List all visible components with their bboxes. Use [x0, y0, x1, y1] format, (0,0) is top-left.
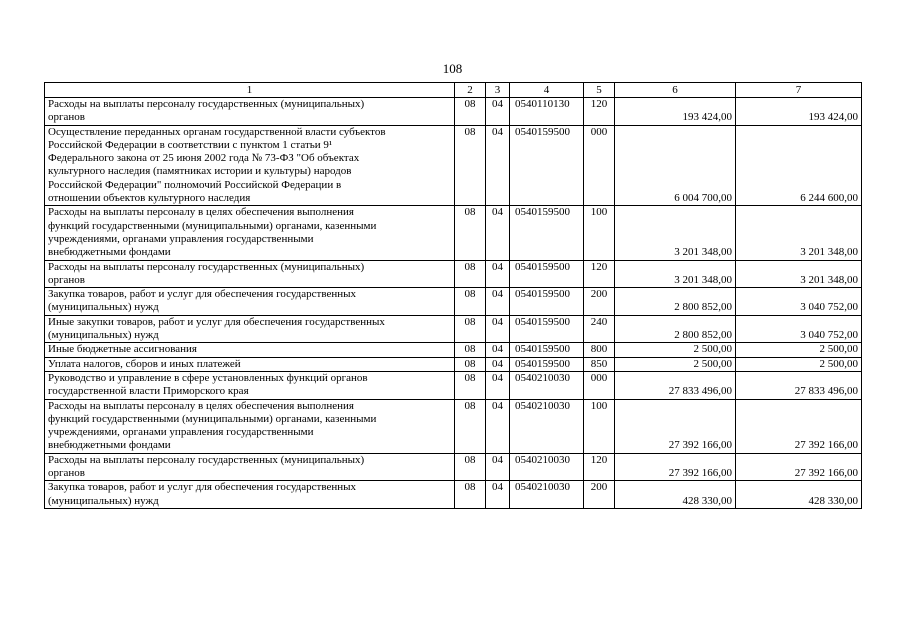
section-cell: 08: [455, 481, 486, 509]
table-row: [45, 206, 862, 260]
row-name-cell: [45, 399, 455, 453]
row-name-cell: [45, 343, 455, 357]
amount-year2-cell: 6 244 600,00: [736, 125, 862, 206]
table-row: [45, 98, 862, 126]
target-article-cell: 0540159500: [510, 315, 584, 343]
row-name-line: органов: [48, 467, 85, 480]
column-header-expense-type: 5: [584, 83, 615, 98]
row-name-line: органов: [48, 111, 85, 124]
expense-type-cell: 000: [584, 371, 615, 399]
amount-year1-cell: 6 004 700,00: [615, 125, 736, 206]
row-name-line: (муниципальных) нужд: [48, 301, 159, 314]
section-cell: 08: [455, 206, 486, 260]
row-name-cell: [45, 481, 455, 509]
column-header-subsection: 3: [486, 83, 510, 98]
amount-year2-cell: 3 201 348,00: [736, 260, 862, 288]
amount-year1-cell: 2 500,00: [615, 357, 736, 371]
section-cell: 08: [455, 260, 486, 288]
column-header-amount-year1: 6: [615, 83, 736, 98]
amount-year2-cell: 3 040 752,00: [736, 288, 862, 316]
expense-type-cell: 000: [584, 125, 615, 206]
section-cell: 08: [455, 288, 486, 316]
table-row: [45, 453, 862, 481]
row-name-line: Расходы на выплаты персоналу государственных (муниципальных): [48, 453, 365, 466]
section-cell: 08: [455, 399, 486, 453]
row-name-line: функций государственными (муниципальными) органами, казенными: [48, 412, 377, 425]
row-name-line: Расходы на выплаты персоналу государственных (муниципальных): [48, 260, 365, 273]
subsection-cell: 04: [486, 125, 510, 206]
column-header-section: 2: [455, 83, 486, 98]
subsection-cell: 04: [486, 288, 510, 316]
row-name-cell: [45, 453, 455, 481]
row-name-line: Расходы на выплаты персоналу в целях обеспечения выполнения: [48, 206, 354, 219]
target-article-cell: 0540159500: [510, 343, 584, 357]
target-article-cell: 0540210030: [510, 481, 584, 509]
amount-year1-cell: 193 424,00: [615, 98, 736, 126]
table-header-row: [45, 83, 862, 98]
section-cell: 08: [455, 371, 486, 399]
amount-year2-cell: 27 833 496,00: [736, 371, 862, 399]
row-name-line: Руководство и управление в сфере установленных функций органов: [48, 371, 368, 384]
target-article-cell: 0540210030: [510, 371, 584, 399]
expense-type-cell: 200: [584, 288, 615, 316]
table-body: [45, 98, 862, 509]
amount-year1-cell: 2 800 852,00: [615, 315, 736, 343]
target-article-cell: 0540210030: [510, 399, 584, 453]
row-name-cell: [45, 125, 455, 206]
row-name-line: Закупка товаров, работ и услуг для обеспечения государственных: [48, 288, 357, 301]
table-row: [45, 125, 862, 206]
expense-type-cell: 120: [584, 453, 615, 481]
row-name-line: Иные закупки товаров, работ и услуг для обеспечения государственных: [48, 315, 385, 328]
amount-year1-cell: 27 392 166,00: [615, 399, 736, 453]
row-name-cell: [45, 98, 455, 126]
subsection-cell: 04: [486, 453, 510, 481]
amount-year2-cell: 428 330,00: [736, 481, 862, 509]
row-name-line: учреждениями, органами управления государственными: [48, 232, 314, 245]
row-name-line: культурного наследия (памятниках истории и культуры) народов: [48, 165, 352, 178]
subsection-cell: 04: [486, 315, 510, 343]
amount-year1-cell: 2 800 852,00: [615, 288, 736, 316]
row-name-cell: [45, 315, 455, 343]
section-cell: 08: [455, 343, 486, 357]
table-row: [45, 260, 862, 288]
row-name-line: Расходы на выплаты персоналу в целях обеспечения выполнения: [48, 399, 354, 412]
column-header-amount-year2: 7: [736, 83, 862, 98]
expense-type-cell: 100: [584, 206, 615, 260]
page-number: 108: [442, 61, 463, 76]
target-article-cell: 0540159500: [510, 260, 584, 288]
row-name-line: органов: [48, 273, 85, 286]
expense-type-cell: 850: [584, 357, 615, 371]
row-name-line: государственной власти Приморского края: [48, 385, 249, 398]
target-article-cell: 0540210030: [510, 453, 584, 481]
amount-year1-cell: 3 201 348,00: [615, 206, 736, 260]
amount-year1-cell: 428 330,00: [615, 481, 736, 509]
row-name-line: функций государственными (муниципальными) органами, казенными: [48, 219, 377, 232]
target-article-cell: 0540110130: [510, 98, 584, 126]
row-name-cell: [45, 288, 455, 316]
row-name-cell: [45, 371, 455, 399]
amount-year1-cell: 2 500,00: [615, 343, 736, 357]
row-name-line: (муниципальных) нужд: [48, 494, 159, 507]
section-cell: 08: [455, 453, 486, 481]
subsection-cell: 04: [486, 481, 510, 509]
row-name-line: Российской Федерации" полномочий Российской Федерации в: [48, 178, 342, 191]
target-article-cell: 0540159500: [510, 288, 584, 316]
amount-year1-cell: 27 833 496,00: [615, 371, 736, 399]
amount-year2-cell: 2 500,00: [736, 357, 862, 371]
row-name-cell: [45, 206, 455, 260]
table-row: [45, 315, 862, 343]
expense-type-cell: 240: [584, 315, 615, 343]
table-row: [45, 399, 862, 453]
expense-type-cell: 200: [584, 481, 615, 509]
subsection-cell: 04: [486, 98, 510, 126]
amount-year2-cell: 193 424,00: [736, 98, 862, 126]
expense-type-cell: 120: [584, 260, 615, 288]
target-article-cell: 0540159500: [510, 357, 584, 371]
amount-year2-cell: 27 392 166,00: [736, 453, 862, 481]
row-name-line: внебюджетными фондами: [48, 246, 171, 259]
subsection-cell: 04: [486, 371, 510, 399]
row-name-line: Расходы на выплаты персоналу государственных (муниципальных): [48, 98, 365, 110]
row-name-line: (муниципальных) нужд: [48, 329, 159, 342]
column-header-target-article: 4: [510, 83, 584, 98]
amount-year1-cell: 3 201 348,00: [615, 260, 736, 288]
amount-year2-cell: 2 500,00: [736, 343, 862, 357]
table-row: [45, 343, 862, 357]
column-header-name: 1: [45, 83, 455, 98]
row-name-line: Осуществление переданных органам государственной власти субъектов: [48, 125, 386, 138]
amount-year1-cell: 27 392 166,00: [615, 453, 736, 481]
row-name-line: Иные бюджетные ассигнования: [48, 343, 197, 356]
target-article-cell: 0540159500: [510, 206, 584, 260]
table-row: [45, 288, 862, 316]
budget-table: [44, 82, 862, 509]
subsection-cell: 04: [486, 206, 510, 260]
subsection-cell: 04: [486, 399, 510, 453]
section-cell: 08: [455, 315, 486, 343]
section-cell: 08: [455, 357, 486, 371]
row-name-line: Российской Федерации в соответствии с пунктом 1 статьи 9¹: [48, 138, 333, 151]
row-name-line: Закупка товаров, работ и услуг для обеспечения государственных: [48, 481, 357, 494]
subsection-cell: 04: [486, 343, 510, 357]
row-name-line: Уплата налогов, сборов и иных платежей: [48, 357, 241, 370]
row-name-cell: [45, 357, 455, 371]
table-row: [45, 371, 862, 399]
amount-year2-cell: 3 201 348,00: [736, 206, 862, 260]
subsection-cell: 04: [486, 357, 510, 371]
table-row: [45, 481, 862, 509]
amount-year2-cell: 27 392 166,00: [736, 399, 862, 453]
row-name-line: учреждениями, органами управления государственными: [48, 426, 314, 439]
amount-year2-cell: 3 040 752,00: [736, 315, 862, 343]
expense-type-cell: 120: [584, 98, 615, 126]
table-header: [45, 83, 862, 98]
row-name-line: Федерального закона от 25 июня 2002 года № 73-ФЗ "Об объектах: [48, 152, 360, 165]
expense-type-cell: 100: [584, 399, 615, 453]
expense-type-cell: 800: [584, 343, 615, 357]
row-name-line: внебюджетными фондами: [48, 439, 171, 452]
section-cell: 08: [455, 125, 486, 206]
target-article-cell: 0540159500: [510, 125, 584, 206]
table-row: [45, 357, 862, 371]
row-name-line: отношении объектов культурного наследия: [48, 192, 251, 205]
subsection-cell: 04: [486, 260, 510, 288]
row-name-cell: [45, 260, 455, 288]
section-cell: 08: [455, 98, 486, 126]
